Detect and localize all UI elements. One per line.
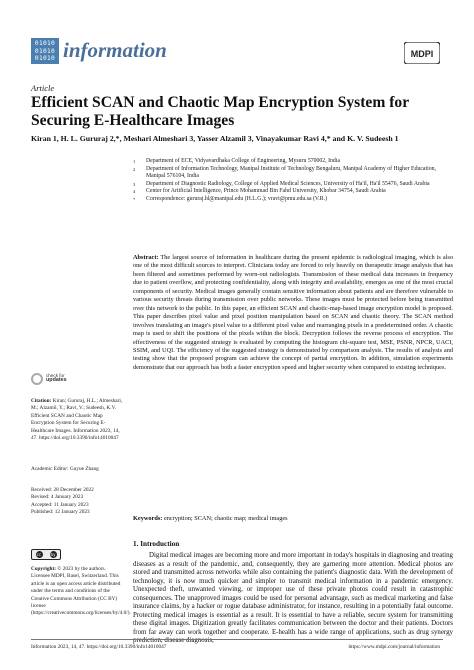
correspondence: * Correspondence: gururaj.hl@manipal.edu (H.L.G.); vravi@pmu.edu.sa (V.R.) bbox=[133, 195, 328, 202]
article-type: Article bbox=[31, 83, 55, 93]
citation-text: Kiran; Gururaj, H.L.; Almeshari, M.; Alzamil, Y.; Ravi, V.; Sudeesh, K.V. Efficient SCAN and Chaotic Map Encryption System for Securing E-Healthcare Images. Information 2023, 14, 47. https://doi.org/10.3390/info14010047 bbox=[31, 398, 123, 442]
mdpi-logo-icon bbox=[404, 42, 440, 64]
keywords bbox=[133, 515, 453, 523]
check-updates-line1: check for bbox=[46, 373, 65, 378]
author-list: Kiran 1, H. L. Gururaj 2,*, Meshari Almeshari 3, Yasser Alzamil 3, Vinayakumar Ravi 4,* and K. V. Sudeesh 1 bbox=[31, 134, 399, 143]
journal-name: information bbox=[63, 38, 167, 62]
cc-icon: cc bbox=[36, 552, 42, 557]
section-heading: 1. Introduction bbox=[133, 540, 180, 548]
journal-logo bbox=[31, 38, 59, 64]
article-title: Efficient SCAN and Chaotic Map Encryption System for Securing E-Healthcare Images bbox=[31, 94, 409, 129]
affiliation-item: 1 Department of ECE, Vidyavardhaka College of Engineering, Mysuru 570002, India bbox=[133, 158, 341, 164]
mdpi-logo-text: MDPI bbox=[410, 49, 434, 59]
accepted-date: Accepted: 11 January 2023 bbox=[31, 501, 89, 508]
cc-by-license-icon[interactable] bbox=[31, 549, 61, 560]
revised-date: Revised: 4 January 2023 bbox=[31, 494, 84, 501]
citation-label: Citation: bbox=[31, 398, 52, 404]
copyright-text: © 2023 by the authors. Licensee MDPI, Basel, Switzerland. This article is an open access article distributed under the terms and conditions of the Creative Commons Attribution (CC BY) license (https://creativecommons.org/licenses/by/4.0/). bbox=[31, 566, 131, 617]
academic-editor: Academic Editor: Guyue Zhang bbox=[31, 466, 99, 472]
keywords-text: encryption; SCAN; chaotic map; medical images bbox=[163, 515, 288, 522]
abstract-label: Abstract: bbox=[133, 254, 159, 261]
introduction-text: Digital medical images are becoming more and more important in today's hospitals in diagnosing and treating diseases as a result of the pandemic, and, consequently, they are garnering more attention. Medical photos are stored and transmitted across networks while also containing the patient's diagnostic data. With the development of technology, it is now much quicker and simpler to transmit medical information in a pandemic emergency. Unexpected theft, unwanted viewing, or improper use of these private photos could result in catastrophic consequences. The unapproved images could be used for personal advantage, such as medical marketing and false insurance claims, by a hacker or rogue database administrator, for instance, resulting in a potentially fatal outcome. Protecting medical images is essential as a result. It is essential to have a reliable, secure system for transmitting these digital images. Digitization greatly facilitates communication between the doctor and their patients. Doctors from far away can work together and cooperate. E-health has a wide range of applications, such as drug synergy prediction, disease diagnosis, bbox=[133, 552, 453, 645]
published-date: Published: 12 January 2023 bbox=[31, 509, 90, 516]
logo-bits-3: 01010 bbox=[34, 55, 56, 62]
check-updates-line2: updates bbox=[46, 377, 67, 383]
abstract bbox=[133, 254, 453, 372]
copyright-label: Copyright: bbox=[31, 566, 57, 572]
footer-journal-link[interactable]: https://www.mdpi.com/journal/information bbox=[348, 644, 440, 650]
citation-block bbox=[31, 398, 123, 442]
logo-bits-2: 01010 bbox=[34, 47, 56, 55]
by-icon: by bbox=[50, 552, 56, 557]
logo-bits-1: 01010 bbox=[34, 40, 56, 47]
copyright-block bbox=[31, 566, 131, 618]
affiliations bbox=[133, 158, 453, 204]
affiliation-item: 4 Center for Artificial Intelligence, Prince Mohammad Bin Fahd University, Khobar 34754, Saudi Arabia bbox=[133, 188, 386, 195]
keywords-label: Keywords: bbox=[133, 515, 163, 522]
dates-block bbox=[31, 487, 123, 517]
check-updates-icon bbox=[31, 373, 43, 385]
footer-citation: Information 2023, 14, 47. https://doi.org/10.3390/info14010047 bbox=[31, 644, 167, 650]
received-date: Received: 28 December 2022 bbox=[31, 487, 94, 493]
affiliation-item: 3 Department of Diagnostic Radiology, College of Applied Medical Sciences, University of Ha'il, Ha'il 55476, Saudi Arabia bbox=[133, 180, 430, 187]
footer-divider bbox=[31, 639, 443, 640]
affiliation-item: 2 Department of Information Technology, Manipal Institute of Technology Bengaluru, Manipal Academy of Higher Education, Manipal 576104, India bbox=[133, 165, 436, 180]
check-for-updates-button[interactable] bbox=[31, 373, 76, 391]
abstract-text: The largest source of information in healthcare during the present epidemic is radiological imaging, which is also one of the most difficult sources to interpret. Clinicians today are forced to rely heavily on therapeutic image analysis that has been filtered and sometimes performed by worn-out radiologists. Transmission of these medical data increases in frequency due to patient overflow, and protecting confidentiality, along with integrity and availability, emerges as one of the most crucial components of security. Medical images generally contain sensitive information about patients and are therefore vulnerable to various security threats during transmission over public networks. These images must be protected before being transmitted over this network to the public. In this paper, an efficient SCAN and chaotic-map-based image encryption model is proposed. This paper describes pixel value and pixel position manipulation based on SCAN and chaotic theory. The SCAN method involves translating an image's pixel value to a different pixel value and rearranging pixels in a predetermined order. A chaotic map is used to shift the positions of the pixels within the block. Decryption follows the reverse process of encryption. The effectiveness of the suggested strategy is evaluated by computing the histogram chi-square test, MSE, PSNR, NPCR, UACI, SSIM, and UQI. The efficiency of the suggested strategy is demonstrated by comparison analysis. The results of analysis and testing show that the proposed program can achieve the concept of partial encryption. In addition, simulation experiments demonstrate that our approach has both a faster encryption speed and higher security when compared to existing techniques. bbox=[133, 254, 453, 371]
